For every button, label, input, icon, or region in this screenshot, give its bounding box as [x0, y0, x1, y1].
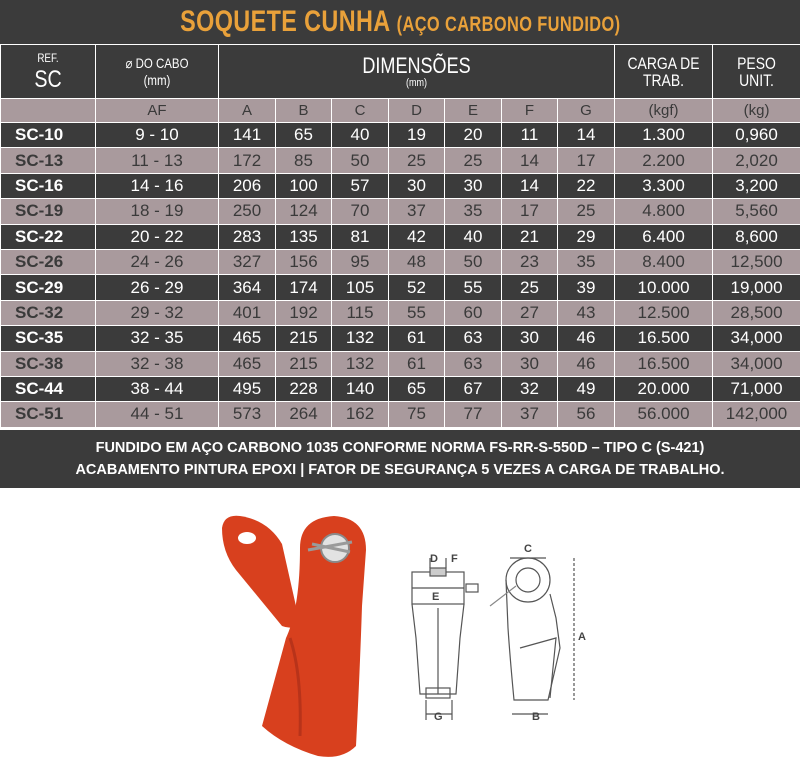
- cell-a: 573: [219, 402, 276, 427]
- cell-weight: 34,000: [713, 351, 800, 376]
- cell-b: 85: [276, 148, 332, 173]
- cell-load: 4.800: [615, 199, 713, 224]
- label-b: B: [532, 711, 540, 723]
- illustration-area: [0, 488, 800, 781]
- header-load: CARGA DE TRAB.: [615, 45, 713, 99]
- cell-af: 38 - 44: [96, 376, 219, 401]
- cell-f: 14: [502, 173, 558, 198]
- footer-notes: [0, 430, 800, 488]
- cell-ref: SC-13: [1, 148, 96, 173]
- cell-ref: SC-26: [1, 249, 96, 274]
- table-row: [1, 249, 800, 274]
- header-sub-weight-unit: (kg): [713, 99, 800, 123]
- label-g: G: [434, 711, 443, 723]
- footer-line-2: ACABAMENTO PINTURA EPOXI | FATOR DE SEGURANÇA 5 VEZES A CARGA DE TRABALHO.: [75, 462, 725, 478]
- cell-ref: SC-51: [1, 402, 96, 427]
- cell-load: 12.500: [615, 300, 713, 325]
- cell-e: 63: [445, 351, 502, 376]
- product-illustration: [0, 488, 800, 781]
- cell-a: 465: [219, 351, 276, 376]
- cell-a: 250: [219, 199, 276, 224]
- cell-b: 174: [276, 275, 332, 300]
- cell-a: 206: [219, 173, 276, 198]
- cell-c: 162: [332, 402, 389, 427]
- header-sub-d: D: [389, 99, 445, 123]
- cell-g: 22: [558, 173, 615, 198]
- cell-weight: 28,500: [713, 300, 800, 325]
- header-sub-af: AF: [96, 99, 219, 123]
- table-row: [1, 300, 800, 325]
- cell-load: 2.200: [615, 148, 713, 173]
- header-sub-empty: [1, 99, 96, 123]
- cell-d: 61: [389, 326, 445, 351]
- header-row-sub: [1, 99, 800, 123]
- table-row: [1, 148, 800, 173]
- cell-ref: SC-29: [1, 275, 96, 300]
- cell-c: 50: [332, 148, 389, 173]
- cell-load: 6.400: [615, 224, 713, 249]
- title-sub: (AÇO CARBONO FUNDIDO): [396, 13, 621, 36]
- cell-a: 465: [219, 326, 276, 351]
- cell-g: 29: [558, 224, 615, 249]
- cell-e: 25: [445, 148, 502, 173]
- header-sub-g: G: [558, 99, 615, 123]
- cell-af: 29 - 32: [96, 300, 219, 325]
- cell-d: 37: [389, 199, 445, 224]
- header-sub-a: A: [219, 99, 276, 123]
- cell-b: 156: [276, 249, 332, 274]
- cell-d: 55: [389, 300, 445, 325]
- cell-ref: SC-35: [1, 326, 96, 351]
- header-dimensions: DIMENSÕES (mm): [219, 45, 615, 99]
- cell-g: 25: [558, 199, 615, 224]
- title-main: SOQUETE CUNHA: [179, 5, 390, 38]
- cell-e: 60: [445, 300, 502, 325]
- cell-c: 70: [332, 199, 389, 224]
- cell-e: 55: [445, 275, 502, 300]
- cell-weight: 19,000: [713, 275, 800, 300]
- label-d: D: [430, 553, 438, 565]
- cell-load: 3.300: [615, 173, 713, 198]
- cell-af: 14 - 16: [96, 173, 219, 198]
- cell-weight: 142,000: [713, 402, 800, 427]
- spec-table: [0, 44, 800, 428]
- cell-e: 40: [445, 224, 502, 249]
- technical-drawing-front: [490, 558, 574, 714]
- cell-g: 17: [558, 148, 615, 173]
- cell-af: 44 - 51: [96, 402, 219, 427]
- table-row: [1, 351, 800, 376]
- header-sub-e: E: [445, 99, 502, 123]
- cell-load: 10.000: [615, 275, 713, 300]
- header-sub-c: C: [332, 99, 389, 123]
- label-e: E: [432, 591, 440, 603]
- cell-b: 65: [276, 123, 332, 148]
- cell-g: 56: [558, 402, 615, 427]
- cell-d: 19: [389, 123, 445, 148]
- cell-d: 75: [389, 402, 445, 427]
- cell-d: 65: [389, 376, 445, 401]
- cell-f: 32: [502, 376, 558, 401]
- cell-f: 23: [502, 249, 558, 274]
- cell-weight: 3,200: [713, 173, 800, 198]
- cell-weight: 34,000: [713, 326, 800, 351]
- table-row: [1, 173, 800, 198]
- cell-g: 35: [558, 249, 615, 274]
- cell-c: 57: [332, 173, 389, 198]
- cell-d: 42: [389, 224, 445, 249]
- table-row: [1, 376, 800, 401]
- cell-ref: SC-10: [1, 123, 96, 148]
- header-sub-f: F: [502, 99, 558, 123]
- cell-e: 67: [445, 376, 502, 401]
- cell-f: 30: [502, 326, 558, 351]
- cell-d: 52: [389, 275, 445, 300]
- cell-c: 95: [332, 249, 389, 274]
- cell-af: 20 - 22: [96, 224, 219, 249]
- title-band: [0, 0, 800, 44]
- footer-line-1: FUNDIDO EM AÇO CARBONO 1035 CONFORME NORMA FS-RR-S-550D – TIPO C (S-421): [95, 440, 705, 456]
- cell-load: 20.000: [615, 376, 713, 401]
- cell-b: 215: [276, 351, 332, 376]
- table-row: [1, 402, 800, 427]
- cell-weight: 0,960: [713, 123, 800, 148]
- cell-f: 37: [502, 402, 558, 427]
- cell-af: 32 - 38: [96, 351, 219, 376]
- header-sub-load-unit: (kgf): [615, 99, 713, 123]
- cell-ref: SC-44: [1, 376, 96, 401]
- cell-load: 16.500: [615, 326, 713, 351]
- cell-c: 132: [332, 326, 389, 351]
- cell-a: 141: [219, 123, 276, 148]
- cell-load: 8.400: [615, 249, 713, 274]
- header-cable: ⌀ DO CABO (mm): [96, 45, 219, 99]
- cell-b: 228: [276, 376, 332, 401]
- technical-drawing: [412, 558, 478, 720]
- cell-d: 30: [389, 173, 445, 198]
- cell-af: 11 - 13: [96, 148, 219, 173]
- cell-g: 39: [558, 275, 615, 300]
- cell-load: 56.000: [615, 402, 713, 427]
- cell-af: 24 - 26: [96, 249, 219, 274]
- page-title: [180, 5, 620, 39]
- cell-f: 14: [502, 148, 558, 173]
- cell-ref: SC-19: [1, 199, 96, 224]
- cell-af: 9 - 10: [96, 123, 219, 148]
- cell-af: 26 - 29: [96, 275, 219, 300]
- cell-g: 46: [558, 351, 615, 376]
- table-row: [1, 123, 800, 148]
- header-ref: REF. SC: [1, 45, 96, 99]
- header-sub-b: B: [276, 99, 332, 123]
- cell-e: 63: [445, 326, 502, 351]
- cell-c: 140: [332, 376, 389, 401]
- cell-af: 18 - 19: [96, 199, 219, 224]
- cell-b: 264: [276, 402, 332, 427]
- cell-b: 215: [276, 326, 332, 351]
- cell-weight: 2,020: [713, 148, 800, 173]
- table-row: [1, 275, 800, 300]
- label-a: A: [578, 631, 586, 643]
- cell-ref: SC-32: [1, 300, 96, 325]
- cell-g: 46: [558, 326, 615, 351]
- cell-b: 192: [276, 300, 332, 325]
- cell-f: 25: [502, 275, 558, 300]
- label-c: C: [524, 543, 532, 555]
- cell-af: 32 - 35: [96, 326, 219, 351]
- label-f: F: [451, 553, 458, 565]
- cell-f: 27: [502, 300, 558, 325]
- cell-b: 124: [276, 199, 332, 224]
- cell-weight: 5,560: [713, 199, 800, 224]
- cell-a: 283: [219, 224, 276, 249]
- cell-f: 21: [502, 224, 558, 249]
- cell-f: 11: [502, 123, 558, 148]
- cell-d: 61: [389, 351, 445, 376]
- table-row: [1, 224, 800, 249]
- cell-c: 40: [332, 123, 389, 148]
- cell-g: 14: [558, 123, 615, 148]
- cell-weight: 12,500: [713, 249, 800, 274]
- cell-a: 495: [219, 376, 276, 401]
- cell-f: 30: [502, 351, 558, 376]
- cell-c: 81: [332, 224, 389, 249]
- cell-ref: SC-16: [1, 173, 96, 198]
- cell-b: 135: [276, 224, 332, 249]
- table-row: [1, 326, 800, 351]
- cell-e: 35: [445, 199, 502, 224]
- cell-e: 30: [445, 173, 502, 198]
- cell-g: 43: [558, 300, 615, 325]
- cell-e: 20: [445, 123, 502, 148]
- cell-weight: 8,600: [713, 224, 800, 249]
- cell-c: 105: [332, 275, 389, 300]
- cell-a: 364: [219, 275, 276, 300]
- cell-d: 25: [389, 148, 445, 173]
- cell-load: 1.300: [615, 123, 713, 148]
- cell-f: 17: [502, 199, 558, 224]
- cell-ref: SC-38: [1, 351, 96, 376]
- cell-c: 132: [332, 351, 389, 376]
- cell-ref: SC-22: [1, 224, 96, 249]
- cell-weight: 71,000: [713, 376, 800, 401]
- table-row: [1, 199, 800, 224]
- cell-c: 115: [332, 300, 389, 325]
- cell-d: 48: [389, 249, 445, 274]
- cell-a: 401: [219, 300, 276, 325]
- cell-e: 77: [445, 402, 502, 427]
- cell-a: 327: [219, 249, 276, 274]
- cell-e: 50: [445, 249, 502, 274]
- cell-a: 172: [219, 148, 276, 173]
- product-photo: [222, 516, 366, 757]
- cell-b: 100: [276, 173, 332, 198]
- cell-load: 16.500: [615, 351, 713, 376]
- header-row-main: [1, 45, 800, 99]
- header-weight: PESO UNIT.: [713, 45, 800, 99]
- cell-g: 49: [558, 376, 615, 401]
